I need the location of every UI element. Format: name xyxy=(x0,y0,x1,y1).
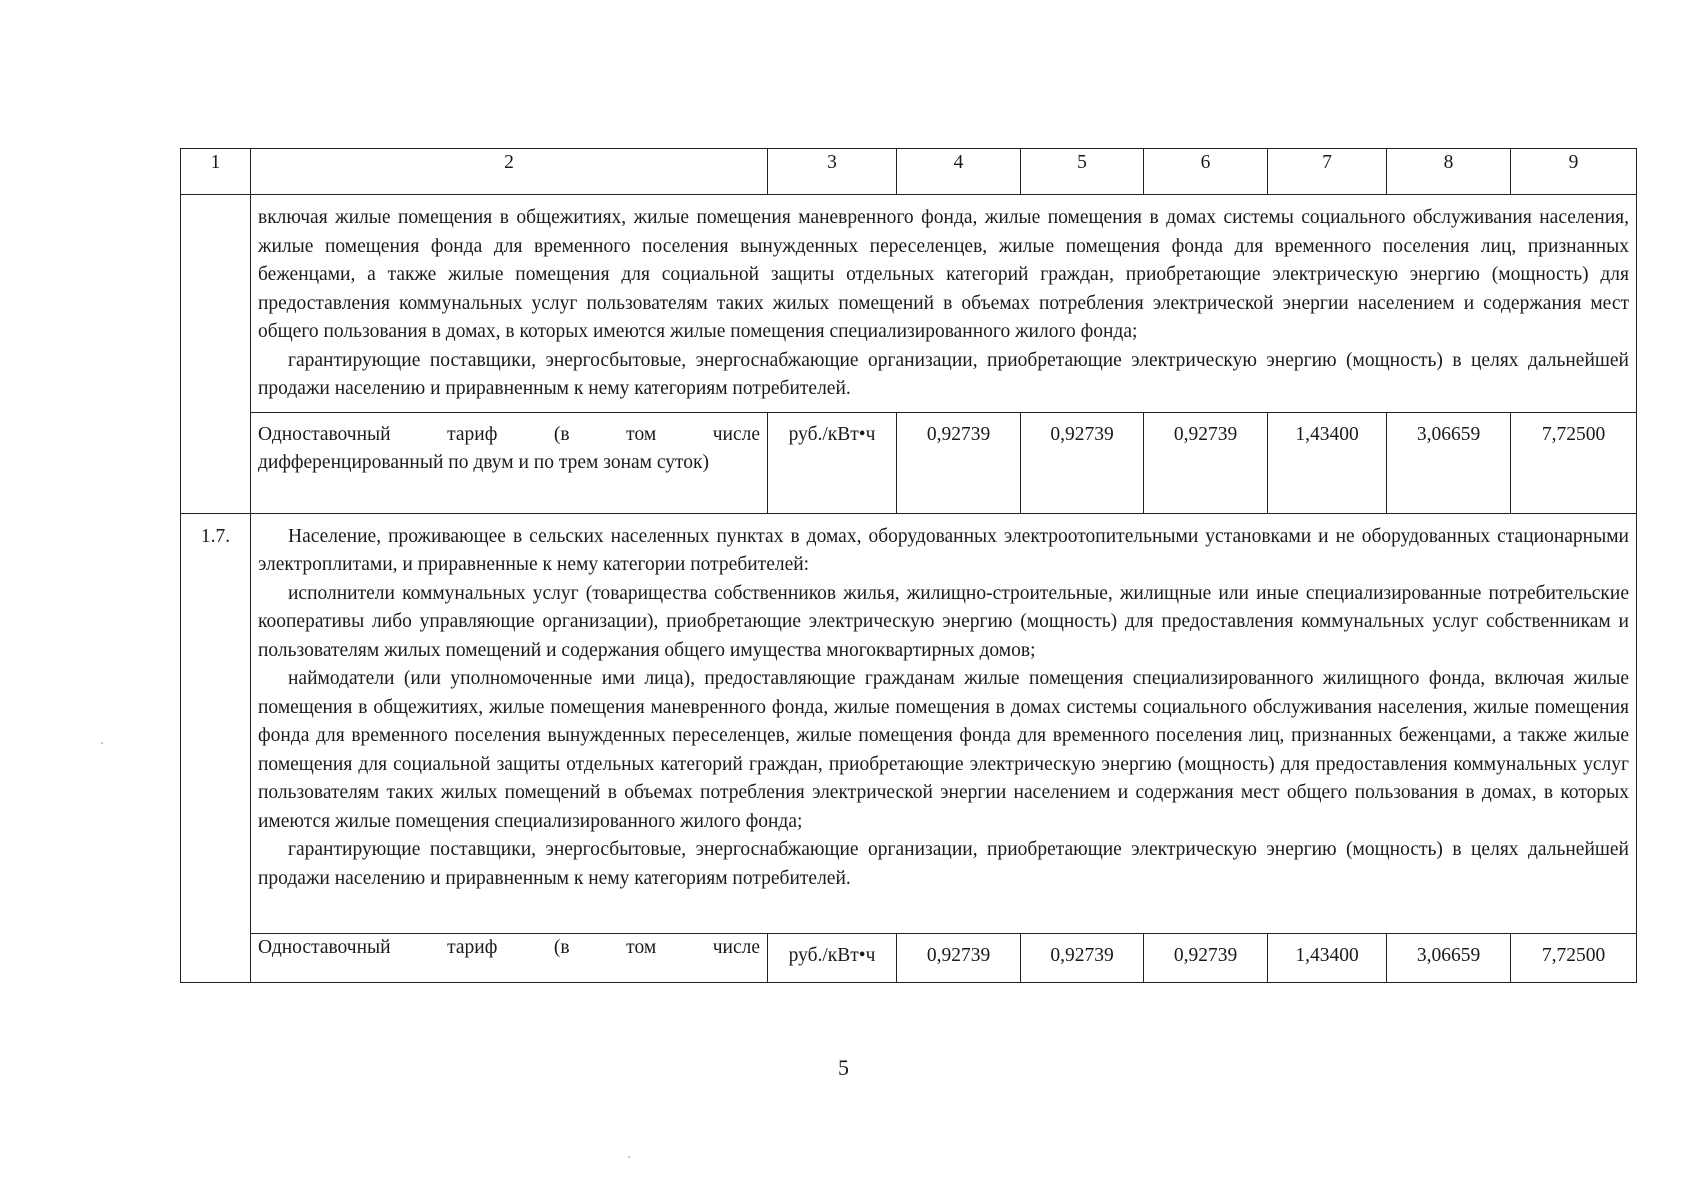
continued-description-cell xyxy=(251,195,1637,413)
tariff-value-5: 0,92739 xyxy=(1021,934,1144,983)
scan-speck xyxy=(628,1156,630,1158)
tariff-value-6: 0,92739 xyxy=(1144,934,1268,983)
tariff-label-cell xyxy=(251,412,768,513)
tariff-label-line1: Одноставочный тариф (в том числе xyxy=(258,937,760,958)
tariff-label-line1: Одноставочный тариф (в том числе xyxy=(258,423,760,445)
section-number: 1.7. xyxy=(181,513,251,983)
tariff-table xyxy=(180,148,1637,983)
header-row xyxy=(181,149,1637,195)
section-1-7-description-cell xyxy=(251,513,1637,934)
continued-description-row xyxy=(181,195,1637,413)
header-cell-4: 4 xyxy=(897,149,1021,195)
section-paragraph-2: исполнители коммунальных услуг (товарищества собственников жилья, жилищно-строительные, жилищные или иные специализированные потребительские кооперативы либо управляющие организации), приобретающие электрическую энергию (мощность) для предоставления коммунальных услуг собственникам и пользователям жилых помещений и содержания общего имущества многоквартирных домов; xyxy=(258,582,1629,661)
section-paragraph-3: наймодатели (или уполномоченные ими лица), предоставляющие гражданам жилые помещения специализированного жилищного фонда, включая жилые помещения в общежитиях, жилые помещения маневренного фонда, жилые помещения в домах системы социального обслуживания населения, жилые помещения фонда для временного поселения вынужденных переселенцев, жилые помещения фонда для временного поселения лиц, признанных беженцами, а также жилые помещения для социальной защиты отдельных категорий граждан, приобретающие электрическую энергию (мощность) для предоставления коммунальных услуг пользователям таких жилых помещений в объемах потребления электрической энергии населением и содержания мест общего пользования в домах, в которых имеются жилые помещения специализированного жилого фонда; xyxy=(258,668,1629,832)
tariff-value-8: 3,06659 xyxy=(1387,412,1511,513)
header-cell-7: 7 xyxy=(1268,149,1387,195)
header-cell-5: 5 xyxy=(1021,149,1144,195)
tariff-unit: руб./кВт•ч xyxy=(768,412,897,513)
header-cell-2: 2 xyxy=(251,149,768,195)
tariff-value-4: 0,92739 xyxy=(897,934,1021,983)
section-paragraph-4: гарантирующие поставщики, энергосбытовые, энергоснабжающие организации, приобретающие электрическую энергию (мощность) в целях дальнейшей продажи населению и приравненным к нему категориям потребителей. xyxy=(258,839,1629,889)
continued-number-cell xyxy=(181,195,251,514)
page-number: 5 xyxy=(838,1055,849,1080)
section-1-7-description-row xyxy=(181,513,1637,934)
continued-paragraph-2: гарантирующие поставщики, энергосбытовые, энергоснабжающие организации, приобретающие электрическую энергию (мощность) в целях дальнейшей продажи населению и приравненным к нему категориям потребителей. xyxy=(258,349,1629,399)
tariff-value-7: 1,43400 xyxy=(1268,412,1387,513)
tariff-value-6: 0,92739 xyxy=(1144,412,1268,513)
tariff-value-4: 0,92739 xyxy=(897,412,1021,513)
continued-tariff-row xyxy=(181,412,1637,513)
header-cell-9: 9 xyxy=(1511,149,1637,195)
section-1-7-tariff-row xyxy=(181,934,1637,983)
continued-paragraph-1: включая жилые помещения в общежитиях, жилые помещения маневренного фонда, жилые помещения в домах системы социального обслуживания населения, жилые помещения фонда для временного поселения вынужденных переселенцев, жилые помещения фонда для временного поселения лиц, признанных беженцами, а также жилые помещения для социальной защиты отдельных категорий граждан, приобретающие электрическую энергию (мощность) для предоставления коммунальных услуг пользователям таких жилых помещений в объемах потребления электрической энергии населением и содержания мест общего пользования в домах, в которых имеются жилые помещения специализированного жилого фонда; xyxy=(258,207,1629,342)
tariff-value-7: 1,43400 xyxy=(1268,934,1387,983)
header-cell-3: 3 xyxy=(768,149,897,195)
tariff-value-9: 7,72500 xyxy=(1511,934,1637,983)
header-cell-1: 1 xyxy=(181,149,251,195)
tariff-value-9: 7,72500 xyxy=(1511,412,1637,513)
scan-speck xyxy=(101,742,103,744)
header-cell-8: 8 xyxy=(1387,149,1511,195)
tariff-value-5: 0,92739 xyxy=(1021,412,1144,513)
tariff-label-rest: дифференцированный по двум и по трем зонам суток) xyxy=(258,452,710,473)
tariff-value-8: 3,06659 xyxy=(1387,934,1511,983)
section-paragraph-1: Население, проживающее в сельских населенных пунктах в домах, оборудованных электроотопительными установками и не оборудованных стационарными электроплитами, и приравненные к нему категории потребителей: xyxy=(258,525,1629,575)
header-cell-6: 6 xyxy=(1144,149,1268,195)
tariff-label-cell xyxy=(251,934,768,983)
tariff-unit: руб./кВт•ч xyxy=(768,934,897,983)
